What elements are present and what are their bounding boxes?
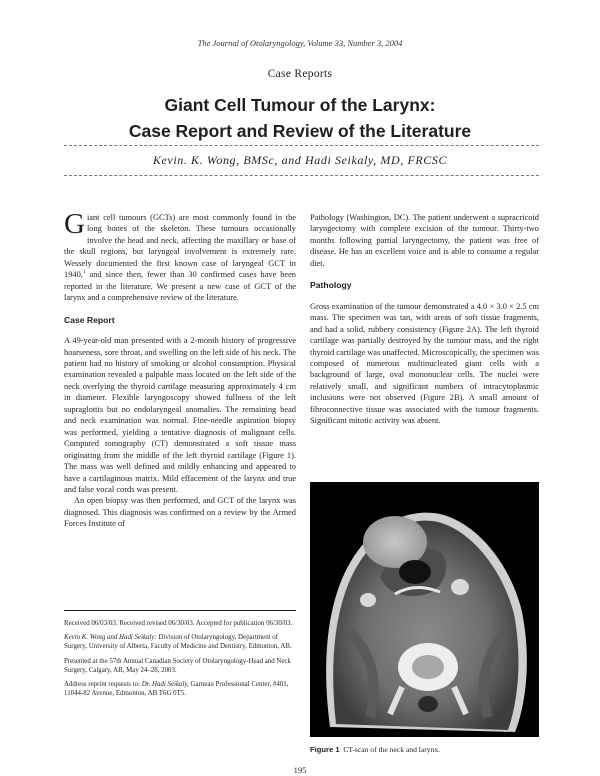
title-rule xyxy=(64,145,539,146)
page-number: 195 xyxy=(293,765,307,775)
affiliation-text: Division of Otolaryngology, Department of Surgery, University of Alberta, Faculty of Medicine and Dentistry, Edmonton, AB. xyxy=(64,634,292,651)
vessel-left xyxy=(360,593,376,607)
footnotes xyxy=(64,619,296,703)
vertebra-core xyxy=(412,655,444,679)
figure-label: Figure 1 xyxy=(310,745,340,754)
reprint-lead: Address reprint requests to: xyxy=(64,681,142,689)
title-line-1: Giant Cell Tumour of the Larynx: xyxy=(164,95,436,115)
vessel-right xyxy=(451,579,469,595)
case-report-paragraph-2: An open biopsy was then performed, and GCT of the larynx was diagnosed. This diagnosis was confirmed on a review by the Armed Forces Institute of xyxy=(64,496,296,529)
section-label: Case Reports xyxy=(267,68,333,80)
reprint-address: Garneau Professional Center, #401, 11044-82 Avenue, Edmonton, AB T6G 0T5. xyxy=(64,681,289,698)
left-column xyxy=(64,208,296,530)
drop-cap: G xyxy=(64,208,85,240)
pathology-paragraph: Gross examination of the tumour demonstrated a 4.0 × 3.0 × 2.5 cm mass. The specimen was tan, with areas of soft tissue fragments, and had a solid, rubbery consistency (Figure 2A). The left thyroid cartilage was partially destroyed by the tumour mass, and the right thyroid cartilage was unaffected. Microscopically, the specimen was composed of numerous multinucleated giant cells with a background of large, oval mononuclear cells. The nuclei were relatively small, and significant numbers of intracytoplasmic inclusions were not observed (Figure 2B). A small amount of fibroconnective tissue was associated with the tumour fragments. Significant mitotic activity was absent. xyxy=(310,301,539,426)
affiliation-names: Kevin K. Wong and Hadi Seikaly: xyxy=(64,634,157,642)
author-rule xyxy=(64,175,539,176)
case-report-continued: Pathology (Washington, DC). The patient underwent a supracricoid laryngectomy with complete excision of the tumour. Thirty-two months following partial laryngectomy, the patient was free of disease. He has an excellent voice and is able to consume a regular diet. xyxy=(310,213,539,268)
title-line-2: Case Report and Review of the Literature xyxy=(128,121,472,141)
spinal-canal xyxy=(418,696,438,712)
right-column xyxy=(310,212,539,427)
figure-caption xyxy=(310,745,539,754)
intro-text: iant cell tumours (GCTs) are most commonly found in the long bones of the skeleton. These tumours occasionally involve the head and neck, affecting the maxillary or base of the skull regions, but laryngeal involvement is extremely rare. Wessely documented the first known case of laryngeal GCT in 1940, xyxy=(64,213,296,280)
ct-scan-drawing xyxy=(310,482,539,737)
footnote-rule xyxy=(64,610,296,611)
intro-text-cont: and since then, fewer than 30 confirmed cases have been reported in the literature. We present a new case of GCT of the larynx and a comprehensive review of the literature. xyxy=(64,270,296,303)
author-line: Kevin. K. Wong, BMSc, and Hadi Seikaly, MD, FRCSC xyxy=(152,153,448,167)
reprint-name: Dr. Hadi Seikaly, xyxy=(141,681,189,689)
reprint-note xyxy=(64,680,296,698)
case-report-heading: Case Report xyxy=(64,314,115,325)
airway-lumen xyxy=(399,560,431,584)
intro-paragraph xyxy=(64,208,296,304)
presented-note: Presented at the 57th Annual Canadian Society of Otolaryngology-Head and Neck Surgery, Calgary, AB, May 24–28, 2003. xyxy=(64,657,291,674)
article-title xyxy=(0,92,600,144)
affiliation-note xyxy=(64,633,296,651)
received-note: Received 06/03/03. Received revised 06/30/03. Accepted for publication 06/30/03. xyxy=(64,620,293,627)
figure-caption-text: CT-scan of the neck and larynx. xyxy=(343,745,441,754)
case-report-paragraph-1: A 49-year-old man presented with a 2-month history of progressive hoarseness, sore throat, and swelling on the left side of his neck. The patient had no history of smoking or alcohol consumption. Physical examination revealed a palpable mass located on the left side of the neck overlying the thyroid cartilage measuring approximately 4 cm in diameter. Flexible laryngoscopy showed fullness of the left supraglottis but no endolaryngeal anomalies. The remaining head and neck examination was normal. Fine-needle aspiration biopsy was performed, yielding a tentative diagnosis of malignant cells. Computed tomography (CT) demonstrated a soft tissue mass originating from the middle of the left thyroid cartilage (Figure 1). The mass was well defined and mildly enhancing and appeared to have a cartilaginous matrix. Mild effacement of the larynx and true and false vocal cords was present. xyxy=(64,336,296,494)
pathology-heading: Pathology xyxy=(310,280,352,291)
ct-scan-image xyxy=(310,482,539,737)
journal-citation: The Journal of Otolaryngology, Volume 33, Number 3, 2004 xyxy=(197,38,403,48)
citation-superscript: 1 xyxy=(82,269,86,276)
